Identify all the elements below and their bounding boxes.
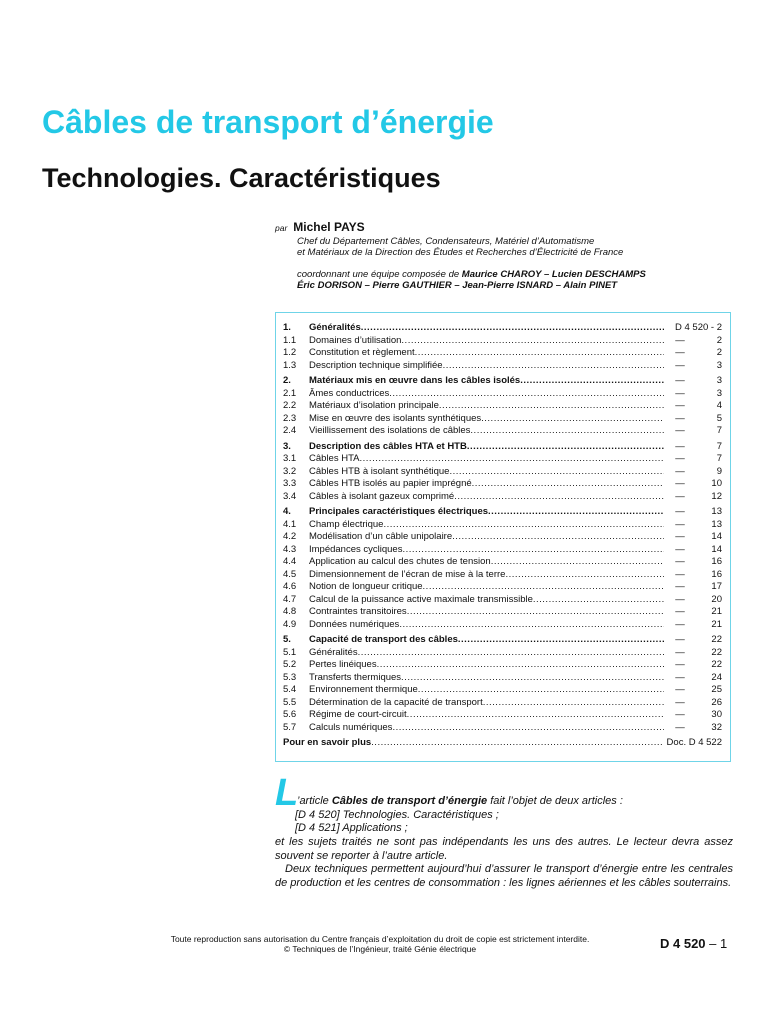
toc-label: Câbles à isolant gazeux comprimé bbox=[309, 490, 455, 502]
par-label: par bbox=[275, 223, 288, 233]
toc-section bbox=[283, 374, 722, 386]
toc-subsection bbox=[283, 671, 722, 683]
toc-ref: — bbox=[675, 440, 685, 452]
toc-subsection bbox=[283, 646, 722, 658]
toc-label: Principales caractéristiques électriques bbox=[309, 506, 489, 517]
toc-number: 5.2 bbox=[283, 659, 297, 670]
toc-leader-dots bbox=[399, 619, 664, 630]
toc-number: 5. bbox=[283, 634, 291, 645]
toc-label: Câbles HTA bbox=[309, 453, 360, 464]
toc-leader-dots bbox=[360, 453, 664, 464]
toc-leader-dots bbox=[407, 606, 664, 617]
document-subtitle: Technologies. Caractéristiques bbox=[42, 163, 441, 193]
toc-label: Modélisation d’un câble unipolaire bbox=[309, 531, 453, 542]
toc-ref: — bbox=[675, 659, 685, 670]
author-affiliation-2: et Matériaux de la Direction des Études et Recherches d’Électricité de France bbox=[297, 247, 624, 258]
toc-label: Champ électrique bbox=[309, 518, 384, 530]
toc-subsection bbox=[283, 530, 722, 542]
toc-leader-dots bbox=[481, 413, 664, 424]
toc-number: 4.2 bbox=[283, 531, 297, 542]
toc-ref: — bbox=[675, 556, 685, 567]
toc-section bbox=[283, 440, 722, 452]
toc-leader-dots bbox=[361, 322, 664, 333]
toc-further-reading bbox=[283, 736, 722, 748]
toc-number: 4.3 bbox=[283, 543, 297, 555]
intro-paragraph-1: et les sujets traités ne sont pas indépendants les uns des autres. Le lecteur devra assez souvent se reporter à l’autre article. bbox=[275, 836, 733, 862]
toc-subsection bbox=[283, 477, 722, 489]
toc-subsection bbox=[283, 424, 722, 436]
toc-ref: Doc. D 4 522 bbox=[666, 737, 722, 748]
toc-leader-dots bbox=[383, 519, 664, 530]
toc-ref: — bbox=[675, 721, 685, 733]
author-name: Michel PAYS bbox=[293, 220, 365, 234]
toc-label: Calcul de la puissance active maximale transmissible bbox=[309, 593, 533, 605]
toc-number: 1.3 bbox=[283, 359, 297, 371]
toc-label: Régime de court-circuit bbox=[309, 709, 407, 720]
toc-label: Application au calcul des chutes de tension bbox=[309, 556, 491, 567]
toc-section bbox=[283, 505, 722, 517]
toc-label: Description des câbles HTA et HTB bbox=[309, 440, 467, 452]
coordination-names-2: Éric DORISON – Pierre GAUTHIER – Jean-Pierre ISNARD – Alain PINET bbox=[297, 280, 618, 291]
toc-subsection bbox=[283, 593, 722, 605]
toc-subsection bbox=[283, 399, 722, 411]
toc-ref: — bbox=[675, 375, 685, 386]
toc-page: 22 bbox=[711, 634, 722, 645]
page-number: – 1 bbox=[709, 936, 728, 951]
toc-page: 17 bbox=[711, 581, 722, 592]
intro-line-1-pre: ’article bbox=[297, 795, 329, 807]
toc-page: 10 bbox=[711, 478, 722, 489]
toc-ref: — bbox=[675, 387, 685, 399]
toc-page: 4 bbox=[716, 400, 722, 411]
toc-label: Âmes conductrices bbox=[309, 387, 390, 399]
toc-page: 2 bbox=[716, 334, 722, 346]
toc-ref: — bbox=[675, 684, 685, 695]
toc-leader-dots bbox=[458, 634, 664, 645]
toc-number: 2.4 bbox=[283, 425, 297, 436]
toc-leader-dots bbox=[491, 556, 664, 567]
toc-label: Matériaux d’isolation principale bbox=[309, 400, 439, 411]
toc-leader-dots bbox=[423, 581, 664, 592]
toc-subsection bbox=[283, 605, 722, 617]
toc-subsection bbox=[283, 387, 722, 399]
toc-label: Description technique simplifiée bbox=[309, 359, 443, 371]
toc-leader-dots bbox=[449, 466, 664, 477]
copyright-notice bbox=[120, 934, 640, 954]
toc-page: 26 bbox=[711, 696, 722, 708]
toc-number: 5.7 bbox=[283, 721, 297, 733]
toc-page: 3 bbox=[716, 387, 722, 399]
toc-page: 14 bbox=[711, 531, 722, 542]
toc-section bbox=[283, 321, 722, 333]
author-block bbox=[275, 220, 735, 291]
toc-label: Contraintes transitoires bbox=[309, 606, 407, 617]
toc-ref: — bbox=[675, 634, 685, 645]
toc-label: Environnement thermique bbox=[309, 684, 418, 695]
toc-leader-dots bbox=[439, 400, 664, 411]
toc-page: 21 bbox=[711, 618, 722, 630]
toc-number: 5.5 bbox=[283, 696, 297, 708]
toc-leader-dots bbox=[488, 506, 664, 517]
toc-leader-dots bbox=[452, 531, 664, 542]
toc-subsection bbox=[283, 618, 722, 630]
toc-leader-dots bbox=[454, 491, 664, 502]
toc-page: 7 bbox=[716, 425, 722, 436]
toc-number: 1. bbox=[283, 322, 291, 333]
toc-label: Mise en œuvre des isolants synthétiques bbox=[309, 412, 482, 424]
toc-ref: — bbox=[675, 709, 685, 720]
toc-page: 12 bbox=[711, 490, 722, 502]
toc-leader-dots bbox=[389, 388, 664, 399]
toc-label: Impédances cycliques bbox=[309, 543, 403, 555]
toc-number: 4.8 bbox=[283, 606, 297, 617]
coordination-line-1 bbox=[297, 269, 646, 281]
toc-number: 2.1 bbox=[283, 387, 297, 399]
toc-subsection bbox=[283, 543, 722, 555]
toc-number: 2.3 bbox=[283, 412, 297, 424]
toc-subsection bbox=[283, 518, 722, 530]
toc-page: 3 bbox=[716, 359, 722, 371]
toc-subsection bbox=[283, 658, 722, 670]
toc-ref: — bbox=[675, 618, 685, 630]
toc-leader-dots bbox=[415, 347, 664, 358]
toc-subsection bbox=[283, 452, 722, 464]
toc-label: Constitution et règlement bbox=[309, 347, 415, 358]
toc-ref: — bbox=[675, 606, 685, 617]
toc-leader-dots bbox=[418, 684, 664, 695]
toc-label: Câbles HTB à isolant synthétique bbox=[309, 465, 450, 477]
doc-reference: D 4 520 bbox=[660, 936, 706, 951]
toc-label: Généralités bbox=[309, 646, 358, 658]
coordination-prefix: coordonnant une équipe composée de bbox=[297, 269, 460, 280]
toc-ref: — bbox=[675, 696, 685, 708]
intro-item-d4520: [D 4 520] Technologies. Caractéristiques ; bbox=[295, 809, 499, 821]
toc-number: 2.2 bbox=[283, 400, 297, 411]
toc-subsection bbox=[283, 696, 722, 708]
toc-number: 1.1 bbox=[283, 334, 297, 346]
toc-number: 3.1 bbox=[283, 453, 297, 464]
toc-subsection bbox=[283, 412, 722, 424]
toc-page: 24 bbox=[711, 671, 722, 683]
toc-number: 4.4 bbox=[283, 556, 297, 567]
toc-label: Matériaux mis en œuvre dans les câbles isolés bbox=[309, 375, 521, 386]
toc-page: 7 bbox=[716, 440, 722, 452]
toc-label: Pertes linéiques bbox=[309, 659, 377, 670]
toc-number: 2. bbox=[283, 375, 291, 386]
toc-ref: — bbox=[675, 400, 685, 411]
toc-number: 4. bbox=[283, 506, 291, 517]
toc-label: Notion de longueur critique bbox=[309, 581, 423, 592]
toc-page: 2 bbox=[716, 347, 722, 358]
toc-number: 1.2 bbox=[283, 347, 297, 358]
toc-leader-dots bbox=[472, 478, 664, 489]
coordination-names-1: Maurice CHAROY – Lucien DESCHAMPS bbox=[461, 269, 646, 280]
intro-paragraph-2: Deux techniques permettent aujourd’hui d’assurer le transport d’énergie entre les centrales de production et les centres de consommation : les lignes aériennes et les câbles souterrains. bbox=[275, 863, 733, 889]
toc-leader-dots bbox=[371, 737, 664, 748]
toc-page: 30 bbox=[711, 709, 722, 720]
toc-page: 21 bbox=[711, 606, 722, 617]
toc-page: 13 bbox=[711, 518, 722, 530]
toc-ref: — bbox=[675, 453, 685, 464]
toc-leader-dots bbox=[470, 425, 664, 436]
toc-label: Détermination de la capacité de transport bbox=[309, 696, 483, 708]
toc-number: 5.1 bbox=[283, 646, 297, 658]
toc-ref: — bbox=[675, 568, 685, 580]
toc-leader-dots bbox=[467, 441, 664, 452]
toc-leader-dots bbox=[392, 722, 664, 733]
toc-subsection bbox=[283, 568, 722, 580]
toc-number: 5.6 bbox=[283, 709, 297, 720]
toc-number: 3.2 bbox=[283, 465, 297, 477]
toc-ref: — bbox=[675, 490, 685, 502]
toc-subsection bbox=[283, 359, 722, 371]
toc-section bbox=[283, 633, 722, 645]
toc-subsection bbox=[283, 708, 722, 720]
toc-number: 4.5 bbox=[283, 568, 297, 580]
toc-label: Dimensionnement de l’écran de mise à la terre bbox=[309, 568, 506, 580]
toc-page: 22 bbox=[711, 646, 722, 658]
toc-ref: D 4 520 - 2 bbox=[675, 322, 722, 333]
toc-leader-dots bbox=[402, 544, 664, 555]
toc-subsection bbox=[283, 334, 722, 346]
toc-ref: — bbox=[675, 531, 685, 542]
toc-subsection bbox=[283, 580, 722, 592]
toc-label: Capacité de transport des câbles bbox=[309, 634, 458, 645]
copyright-line-1: Toute reproduction sans autorisation du Centre français d’exploitation du droit de copie est strictement interdite. bbox=[170, 934, 590, 944]
toc-leader-dots bbox=[377, 659, 664, 670]
intro-line-1 bbox=[297, 795, 623, 809]
copyright-line-2: © Techniques de l’Ingénieur, traité Génie électrique bbox=[283, 944, 477, 954]
toc-ref: — bbox=[675, 465, 685, 477]
intro-line-1-post: fait l’objet de deux articles : bbox=[490, 795, 623, 807]
toc-page: 7 bbox=[716, 453, 722, 464]
document-title: Câbles de transport d’énergie bbox=[42, 104, 494, 140]
intro-article-title: Câbles de transport d’énergie bbox=[331, 795, 488, 807]
toc-page: 9 bbox=[716, 465, 722, 477]
toc-ref: — bbox=[675, 334, 685, 346]
toc-ref: — bbox=[675, 506, 685, 517]
toc-ref: — bbox=[675, 478, 685, 489]
toc-ref: — bbox=[675, 671, 685, 683]
toc-page: 20 bbox=[711, 593, 722, 605]
toc-leader-dots bbox=[520, 375, 664, 386]
toc-label: Vieillissement des isolations de câbles bbox=[309, 425, 471, 436]
toc-number: 3.3 bbox=[283, 478, 297, 489]
toc-page: 16 bbox=[711, 556, 722, 567]
author-affiliation-1: Chef du Département Câbles, Condensateurs, Matériel d’Automatisme bbox=[297, 236, 595, 247]
toc-subsection bbox=[283, 683, 722, 695]
toc-label: Domaines d’utilisation bbox=[309, 334, 402, 346]
toc-leader-dots bbox=[443, 360, 664, 371]
toc-page: 5 bbox=[716, 412, 722, 424]
intro-item-d4521: [D 4 521] Applications ; bbox=[295, 822, 408, 834]
toc-subsection bbox=[283, 490, 722, 502]
toc-ref: — bbox=[675, 518, 685, 530]
toc-page: 22 bbox=[711, 659, 722, 670]
toc-leader-dots bbox=[401, 335, 664, 346]
toc-subsection bbox=[283, 721, 722, 733]
toc-page: 25 bbox=[711, 684, 722, 695]
toc-number: 4.9 bbox=[283, 618, 297, 630]
toc-page: 13 bbox=[711, 506, 722, 517]
toc-subsection bbox=[283, 555, 722, 567]
toc-ref: — bbox=[675, 412, 685, 424]
toc-label: Transferts thermiques bbox=[309, 671, 402, 683]
toc-leader-dots bbox=[533, 594, 664, 605]
toc-ref: — bbox=[675, 581, 685, 592]
toc-leader-dots bbox=[505, 569, 664, 580]
author-line bbox=[275, 222, 735, 235]
toc-number: 4.7 bbox=[283, 593, 297, 605]
toc-label: Généralités bbox=[309, 322, 361, 333]
toc-ref: — bbox=[675, 593, 685, 605]
toc-label: Données numériques bbox=[309, 618, 400, 630]
toc-subsection bbox=[283, 465, 722, 477]
toc-page: 3 bbox=[716, 375, 722, 386]
toc-page: 32 bbox=[711, 721, 722, 733]
page-reference bbox=[660, 936, 727, 951]
toc-ref: — bbox=[675, 425, 685, 436]
toc-leader-dots bbox=[483, 697, 664, 708]
toc-number: 4.6 bbox=[283, 581, 297, 592]
toc-label: Calculs numériques bbox=[309, 721, 393, 733]
toc-leader-dots bbox=[407, 709, 664, 720]
toc-subsection bbox=[283, 346, 722, 358]
toc-number: 5.3 bbox=[283, 671, 297, 683]
toc-number: 3.4 bbox=[283, 490, 297, 502]
toc-number: 5.4 bbox=[283, 684, 297, 695]
toc-ref: — bbox=[675, 347, 685, 358]
toc-ref: — bbox=[675, 646, 685, 658]
toc-ref: — bbox=[675, 359, 685, 371]
toc-number: 4.1 bbox=[283, 518, 297, 530]
table-of-contents bbox=[275, 312, 731, 762]
toc-leader-dots bbox=[401, 672, 664, 683]
toc-number: 3. bbox=[283, 440, 291, 452]
toc-page: 14 bbox=[711, 543, 722, 555]
toc-label: Câbles HTB isolés au papier imprégné bbox=[309, 478, 472, 489]
toc-label: Pour en savoir plus bbox=[283, 737, 372, 748]
drop-cap: L bbox=[275, 772, 299, 814]
toc-ref: — bbox=[675, 543, 685, 555]
toc-leader-dots bbox=[358, 647, 664, 658]
toc-page: 16 bbox=[711, 568, 722, 580]
